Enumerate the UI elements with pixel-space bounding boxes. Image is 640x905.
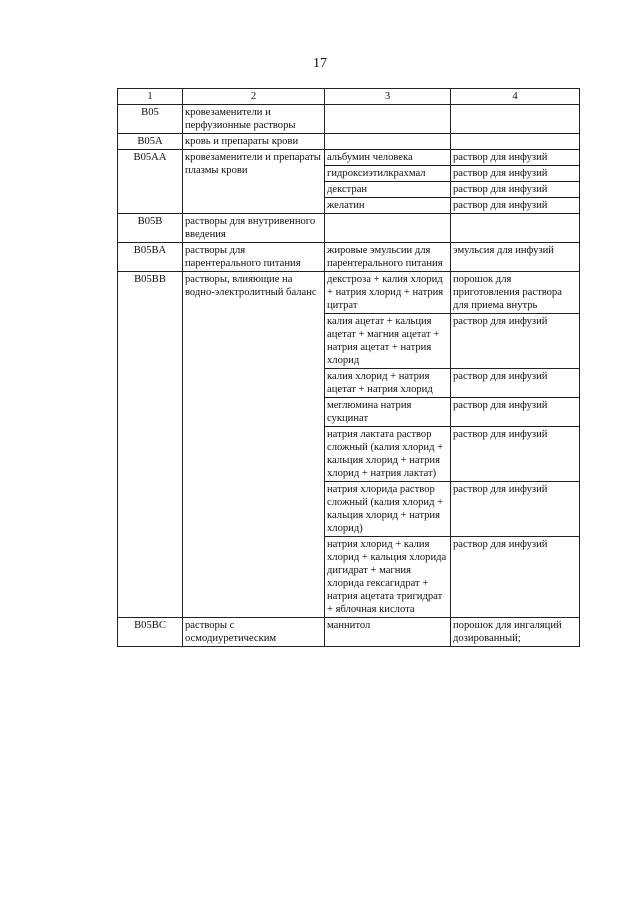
- substance-cell: [325, 214, 451, 243]
- table-row: [118, 272, 580, 314]
- dosage-form: порошок для ингаляций дозированный;: [451, 618, 580, 647]
- dosage-form: эмульсия для инфузий: [451, 243, 580, 272]
- dosage-form: раствор для инфузий: [451, 198, 580, 214]
- dosage-form: раствор для инфузий: [451, 182, 580, 198]
- substance-name: калия хлорид + натрия ацетат + натрия хлорид: [325, 369, 451, 398]
- dosage-form: порошок для приготовления раствора для приема внутрь: [451, 272, 580, 314]
- form-cell: [451, 214, 580, 243]
- substance-name: гидроксиэтилкрахмал: [325, 166, 451, 182]
- atc-code: B05: [118, 105, 183, 134]
- atc-code: B05A: [118, 134, 183, 150]
- atc-code: B05B: [118, 214, 183, 243]
- dosage-form: раствор для инфузий: [451, 314, 580, 369]
- column-header-3: 3: [325, 89, 451, 105]
- column-header-4: 4: [451, 89, 580, 105]
- substance-name: декстроза + калия хлорид + натрия хлорид + натрия цитрат: [325, 272, 451, 314]
- page-number: 17: [313, 56, 327, 71]
- dosage-form: раствор для инфузий: [451, 369, 580, 398]
- table-row: [118, 134, 580, 150]
- column-header-2: 2: [183, 89, 325, 105]
- table-row: [118, 105, 580, 134]
- group-name: растворы с осмодиуретическим: [183, 618, 325, 647]
- form-cell: [451, 134, 580, 150]
- table-row: [118, 214, 580, 243]
- substance-cell: [325, 134, 451, 150]
- substance-name: декстран: [325, 182, 451, 198]
- substance-name: маннитол: [325, 618, 451, 647]
- group-name: растворы, влияющие на водно-электролитный баланс: [183, 272, 325, 618]
- group-name: кровезаменители и перфузионные растворы: [183, 105, 325, 134]
- substance-name: желатин: [325, 198, 451, 214]
- substance-cell: [325, 105, 451, 134]
- substance-name: натрия хлорида раствор сложный (калия хлорид + кальция хлорид + натрия хлорид): [325, 482, 451, 537]
- table-row: [118, 243, 580, 272]
- column-header-1: 1: [118, 89, 183, 105]
- dosage-form: раствор для инфузий: [451, 166, 580, 182]
- header-row: [118, 89, 580, 105]
- atc-code: B05AA: [118, 150, 183, 214]
- substance-name: жировые эмульсии для парентерального питания: [325, 243, 451, 272]
- dosage-form: раствор для инфузий: [451, 482, 580, 537]
- table-row: [118, 618, 580, 647]
- substance-name: меглюмина натрия сукцинат: [325, 398, 451, 427]
- atc-code: B05BA: [118, 243, 183, 272]
- group-name: кровь и препараты крови: [183, 134, 325, 150]
- atc-code: B05BB: [118, 272, 183, 618]
- atc-code: B05BC: [118, 618, 183, 647]
- drug-table: [117, 88, 580, 647]
- substance-name: альбумин человека: [325, 150, 451, 166]
- group-name: растворы для парентерального питания: [183, 243, 325, 272]
- group-name: кровезаменители и препараты плазмы крови: [183, 150, 325, 214]
- form-cell: [451, 105, 580, 134]
- substance-name: калия ацетат + кальция ацетат + магния ацетат + натрия ацетат + натрия хлорид: [325, 314, 451, 369]
- substance-name: натрия хлорид + калия хлорид + кальция хлорида дигидрат + магния хлорида гексагидрат + натрия ацетата тригидрат + яблочная кислота: [325, 537, 451, 618]
- substance-name: натрия лактата раствор сложный (калия хлорид + кальция хлорид + натрия хлорид + натрия лактат): [325, 427, 451, 482]
- dosage-form: раствор для инфузий: [451, 427, 580, 482]
- dosage-form: раствор для инфузий: [451, 398, 580, 427]
- dosage-form: раствор для инфузий: [451, 150, 580, 166]
- group-name: растворы для внутривенного введения: [183, 214, 325, 243]
- dosage-form: раствор для инфузий: [451, 537, 580, 618]
- table-row: [118, 150, 580, 166]
